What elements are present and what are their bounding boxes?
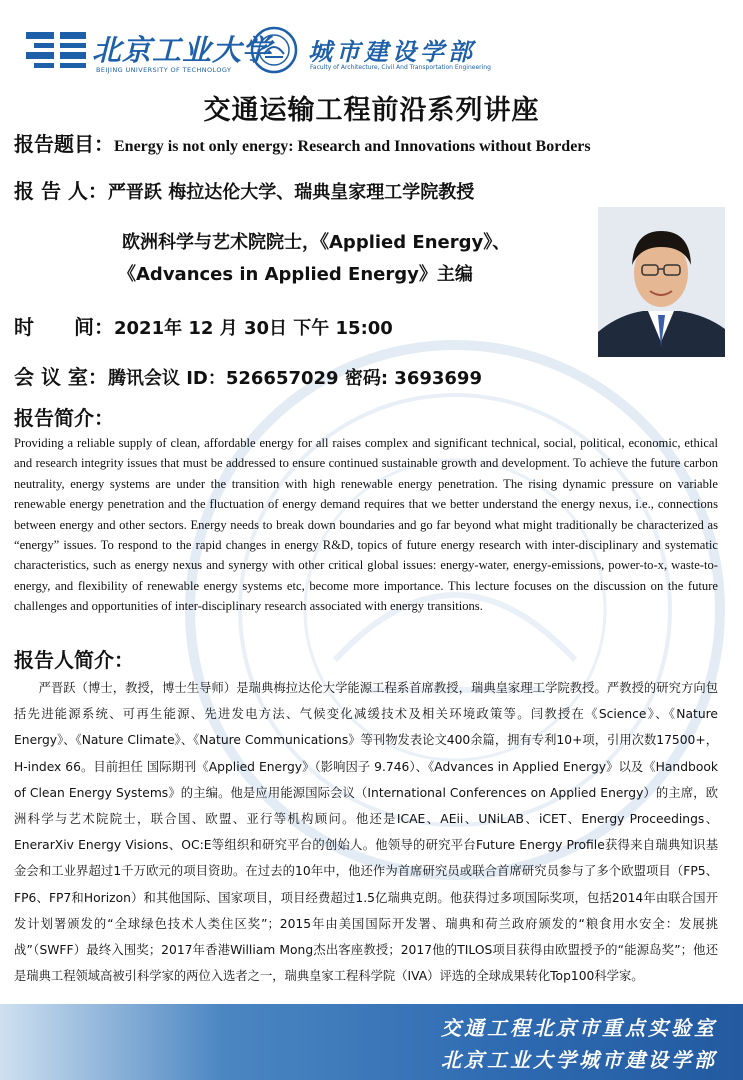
speaker-photo [598, 207, 725, 357]
speaker-credential-line1: 欧洲科学与艺术院院士，《Applied Energy》、 [122, 232, 511, 253]
speaker-label: 报 告 人： [14, 179, 108, 203]
topic-label: 报告题目： [14, 132, 114, 156]
abstract-heading: 报告简介： [14, 406, 114, 430]
speaker-row [14, 175, 474, 204]
speaker-portrait-icon [598, 207, 725, 357]
university-name: 北京工业大学 [92, 33, 273, 67]
topic-row [14, 128, 591, 157]
footer-line1: 交通工程北京市重点实验室 [441, 1016, 717, 1040]
time-label: 时 间： [14, 315, 114, 339]
speaker-value: 严晋跃 梅拉达伦大学、瑞典皇家理工学院教授 [107, 182, 475, 203]
faculty-name-en: Faculty of Architecture, Civil And Transportation Engineering [310, 64, 491, 71]
topic-value: Energy is not only energy: Research and Innovations without Borders [114, 138, 591, 155]
speaker-credential-line2: 《Advances in Applied Energy》主编 [118, 264, 473, 285]
abstract-text: Providing a reliable supply of clean, affordable energy for all raises complex and significant technical, social, political, economic, ethical and research integrity issues that must be addressed to ensure continued sustainable growth and development. To achieve the future carbon neutrality, energy systems are under the transition with high renewable energy penetration. The rising dynamic pressure on variable renewable energy penetration and the fluctuation of energy demand requires that we better understand the energy nexus, i.e., connections between energy and other sectors. Energy needs to break down boundaries and go far beyond what might traditionally be characterized as “energy” issues. To respond to the rapid changes in energy R&D, topics of future energy research with inter-disciplinary and systematic characteristics, such as energy nexus and synergy with other critical global issues: energy-water, energy-emissions, power-to-x, waste-to-energy, and flexibility of renewable energy systems etc, become more importance. This lecture focuses on the discussion on the future challenges and opportunities of inter-disciplinary research associated with energy transitions. [14, 436, 718, 614]
faculty-seal-icon [250, 26, 298, 74]
bjut-logo-icon [24, 30, 88, 74]
room-value: 腾讯会议 ID：526657029 密码: 3693699 [107, 368, 482, 389]
university-name-en: BEIJING UNIVERSITY OF TECHNOLOGY [96, 66, 232, 74]
time-row [14, 311, 393, 340]
room-label: 会 议 室： [14, 365, 108, 389]
faculty-name: 城市建设学部 [308, 37, 476, 66]
bio-heading: 报告人简介： [14, 648, 134, 672]
header [18, 22, 738, 82]
time-value: 2021年 12 月 30日 下午 15:00 [114, 318, 393, 339]
bio-text: 严晋跃（博士，教授，博士生导师）是瑞典梅拉达伦大学能源工程系首席教授，瑞典皇家理工学院教授。严教授的研究方向包括先进能源系统、可再生能源、先进发电方法、气候变化减缓技术及相关环境政策等。闫教授在《Science》、《Nature Energy》、《Nature Climate》、《Nature Communications》等刊物发表论文400余篇，拥有专利10+项，引用次数17500+，H-index 66。目前担任 国际期刊《Applied Energy》（影响因子 9.746）、《Advances in Applied Energy》以及《Handbook of Clean Energy Systems》的主编。他是应用能源国际会议（International Conferences on Applied Energy）的主席，欧洲科学与艺术院院士，联合国、欧盟、亚行等机构顾问。他还是ICAE、AEii、UNiLAB、iCET、Energy Proceedings、EnerarXiv Energy Visions、OC:E等组织和研究平台的创始人。他领导的研究平台Future Energy Profile获得来自瑞典知识基金会和工业界超过1千万欧元的项目资助。在过去的10年中，他还作为首席研究员或联合首席研究员参与了多个欧盟项目（FP5、FP6、FP7和Horizon）和其他国际、国家项目，项目经费超过1.5亿瑞典克朗。他获得过多项国际奖项，包括2014年由联合国开发计划署颁发的“全球绿色技术人类住区奖”；2015年由美国国际开发署、瑞典和荷兰政府颁发的“粮食用水安全：发展挑战”（SWFF）最终入围奖；2017年香港William Mong杰出客座教授；2017他的TILOS项目获得由欧盟授予的“能源岛奖”；他还是瑞典工程领域高被引科学家的两位入选者之一，瑞典皇家工程科学院（IVA）评选的全球成果转化Top100科学家。 [14, 681, 718, 984]
room-row [14, 361, 482, 390]
footer-line2: 北京工业大学城市建设学部 [441, 1048, 717, 1072]
footer-banner [0, 1004, 743, 1080]
page-title: 交通运输工程前沿系列讲座 [203, 95, 540, 126]
